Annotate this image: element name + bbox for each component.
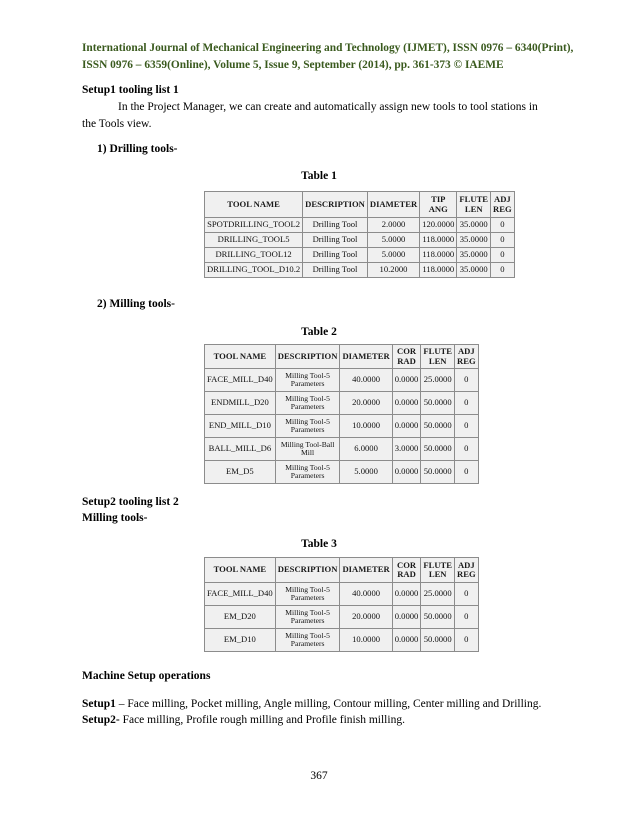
table-cell: DRILLING_TOOL5 xyxy=(205,233,303,248)
table-header-cell: FLUTE LEN xyxy=(457,192,491,218)
table-cell: 0 xyxy=(491,233,515,248)
setup1-operations-text: – Face milling, Pocket milling, Angle milling, Contour milling, Center milling and Drilling. xyxy=(115,698,542,710)
table-cell: 0 xyxy=(491,263,515,278)
table-cell: 50.0000 xyxy=(421,438,455,461)
table-cell: 10.0000 xyxy=(340,629,392,652)
table-cell: Milling Tool-Ball Mill xyxy=(275,438,340,461)
table-cell: FACE_MILL_D40 xyxy=(205,583,276,606)
table-header-row xyxy=(205,345,479,369)
table-row xyxy=(205,392,479,415)
table-cell: 0 xyxy=(455,392,479,415)
table-row xyxy=(205,263,515,278)
table-cell: 0.0000 xyxy=(392,392,421,415)
table-header-cell: DIAMETER xyxy=(367,192,419,218)
milling-tools-heading: 2) Milling tools- xyxy=(97,298,175,310)
setup2-heading: Setup2 tooling list 2 xyxy=(82,496,179,508)
table-cell: 20.0000 xyxy=(340,392,392,415)
table-header-cell: DESCRIPTION xyxy=(275,558,340,583)
table-cell: ENDMILL_D20 xyxy=(205,392,276,415)
table-cell: 3.0000 xyxy=(392,438,421,461)
table-cell: EM_D20 xyxy=(205,606,276,629)
table-cell: Drilling Tool xyxy=(303,233,368,248)
table-cell: Drilling Tool xyxy=(303,218,368,233)
table-cell: 40.0000 xyxy=(340,369,392,392)
machine-setup-operations-heading: Machine Setup operations xyxy=(82,670,211,682)
table-cell: 120.0000 xyxy=(420,218,457,233)
table-cell: 20.0000 xyxy=(340,606,392,629)
table-cell: FACE_MILL_D40 xyxy=(205,369,276,392)
table-row xyxy=(205,415,479,438)
table-cell: 10.2000 xyxy=(367,263,419,278)
table-cell: DRILLING_TOOL_D10.2 xyxy=(205,263,303,278)
table-cell: 0.0000 xyxy=(392,461,421,484)
table-cell: Milling Tool-5 Parameters xyxy=(275,629,340,652)
table-cell: 0.0000 xyxy=(392,369,421,392)
page-number: 367 xyxy=(310,770,328,782)
table-header-cell: ADJ REG xyxy=(491,192,515,218)
table-cell: 50.0000 xyxy=(421,415,455,438)
setup1-paragraph-line-1: In the Project Manager, we can create and automatically assign new tools to tool stations in xyxy=(118,101,538,113)
table-cell: 0 xyxy=(455,415,479,438)
table-row xyxy=(205,583,479,606)
table-cell: EM_D10 xyxy=(205,629,276,652)
table-header-cell: TOOL NAME xyxy=(205,558,276,583)
table-cell: Milling Tool-5 Parameters xyxy=(275,392,340,415)
table-cell: 25.0000 xyxy=(421,583,455,606)
table-cell: 0 xyxy=(455,369,479,392)
setup1-operations-label: Setup1 xyxy=(82,698,116,710)
table-row xyxy=(205,629,479,652)
table-cell: 35.0000 xyxy=(457,248,491,263)
table-cell: Milling Tool-5 Parameters xyxy=(275,415,340,438)
table-header-cell: DESCRIPTION xyxy=(303,192,368,218)
table-row xyxy=(205,218,515,233)
table-header-cell: ADJ REG xyxy=(455,558,479,583)
table-header-cell: TOOL NAME xyxy=(205,345,276,369)
setup2-operations-label: Setup2- xyxy=(82,714,120,726)
table-cell: 0 xyxy=(491,248,515,263)
table-cell: 6.0000 xyxy=(340,438,392,461)
table-header-cell: COR RAD xyxy=(392,345,421,369)
table-header-cell: FLUTE LEN xyxy=(421,558,455,583)
table-cell: 0 xyxy=(455,629,479,652)
table-cell: 0.0000 xyxy=(392,629,421,652)
setup2-operations-text: Face milling, Profile rough milling and Profile finish milling. xyxy=(119,714,405,726)
table-cell: Drilling Tool xyxy=(303,248,368,263)
table-cell: 35.0000 xyxy=(457,233,491,248)
table-row xyxy=(205,438,479,461)
table-cell: 50.0000 xyxy=(421,392,455,415)
journal-header xyxy=(82,40,574,74)
table-header-cell: DIAMETER xyxy=(340,345,392,369)
table-cell: 5.0000 xyxy=(340,461,392,484)
table-cell: 25.0000 xyxy=(421,369,455,392)
table-row xyxy=(205,606,479,629)
table-cell: 0.0000 xyxy=(392,583,421,606)
table-cell: 0 xyxy=(491,218,515,233)
table-header-cell: DESCRIPTION xyxy=(275,345,340,369)
table-cell: 0 xyxy=(455,438,479,461)
table-header-cell: FLUTE LEN xyxy=(421,345,455,369)
table-cell: 0 xyxy=(455,461,479,484)
table-header-row xyxy=(205,192,515,218)
table-cell: Milling Tool-5 Parameters xyxy=(275,606,340,629)
table-row xyxy=(205,369,479,392)
table1-caption: Table 1 xyxy=(301,170,337,182)
table-header-row xyxy=(205,558,479,583)
table-cell: EM_D5 xyxy=(205,461,276,484)
table-cell: 2.0000 xyxy=(367,218,419,233)
setup2-milling-tools-heading: Milling tools- xyxy=(82,512,148,524)
table-cell: Drilling Tool xyxy=(303,263,368,278)
setup1-operations-line xyxy=(82,698,541,710)
table-cell: 118.0000 xyxy=(420,233,457,248)
table-cell: 35.0000 xyxy=(457,263,491,278)
table-cell: 10.0000 xyxy=(340,415,392,438)
setup1-paragraph-line-2: the Tools view. xyxy=(82,118,152,130)
table-cell: 50.0000 xyxy=(421,461,455,484)
drilling-tools-heading: 1) Drilling tools- xyxy=(97,143,178,155)
table-cell: END_MILL_D10 xyxy=(205,415,276,438)
table-cell: DRILLING_TOOL12 xyxy=(205,248,303,263)
table-cell: 40.0000 xyxy=(340,583,392,606)
table-cell: BALL_MILL_D6 xyxy=(205,438,276,461)
table-header-cell: ADJ REG xyxy=(455,345,479,369)
table-cell: 0.0000 xyxy=(392,606,421,629)
table-cell: 0 xyxy=(455,583,479,606)
table-cell: 50.0000 xyxy=(421,606,455,629)
table-header-cell: TOOL NAME xyxy=(205,192,303,218)
table-cell: 5.0000 xyxy=(367,233,419,248)
table-cell: Milling Tool-5 Parameters xyxy=(275,583,340,606)
table2-caption: Table 2 xyxy=(301,326,337,338)
table-cell: Milling Tool-5 Parameters xyxy=(275,369,340,392)
table2-milling-tools xyxy=(204,344,479,484)
setup1-heading: Setup1 tooling list 1 xyxy=(82,84,179,96)
setup2-operations-line xyxy=(82,714,405,726)
table3-milling-tools xyxy=(204,557,479,652)
table-cell: 0.0000 xyxy=(392,415,421,438)
table3-caption: Table 3 xyxy=(301,538,337,550)
table-cell: 118.0000 xyxy=(420,263,457,278)
table-header-cell: DIAMETER xyxy=(340,558,392,583)
table-cell: 35.0000 xyxy=(457,218,491,233)
table-cell: 118.0000 xyxy=(420,248,457,263)
table-cell: 5.0000 xyxy=(367,248,419,263)
journal-header-line-1: International Journal of Mechanical Engineering and Technology (IJMET), ISSN 0976 – 6340(Print), xyxy=(82,42,574,54)
table-cell: Milling Tool-5 Parameters xyxy=(275,461,340,484)
journal-header-line-2: ISSN 0976 – 6359(Online), Volume 5, Issue 9, September (2014), pp. 361-373 © IAEME xyxy=(82,59,504,71)
table-header-cell: COR RAD xyxy=(392,558,421,583)
table-header-cell: TIP ANG xyxy=(420,192,457,218)
table1-drilling-tools xyxy=(204,191,515,278)
table-cell: SPOTDRILLING_TOOL2 xyxy=(205,218,303,233)
table-row xyxy=(205,461,479,484)
table-row xyxy=(205,233,515,248)
table-cell: 0 xyxy=(455,606,479,629)
table-cell: 50.0000 xyxy=(421,629,455,652)
table-row xyxy=(205,248,515,263)
